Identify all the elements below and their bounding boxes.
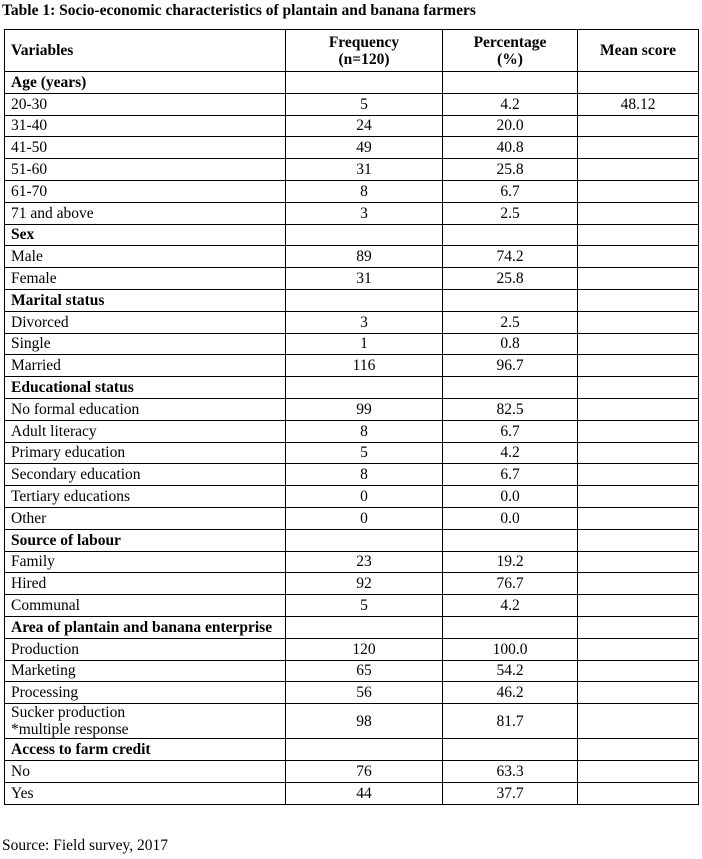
column-header-percentage <box>443 30 578 72</box>
variable-label: 71 and above <box>5 202 286 224</box>
percentage-cell: 40.8 <box>443 137 578 159</box>
percentage-cell: 46.2 <box>443 682 578 704</box>
frequency-cell <box>286 289 443 311</box>
mean-score-cell <box>578 72 699 94</box>
variable-label: No formal education <box>5 398 286 420</box>
table-row <box>5 442 699 464</box>
column-header-frequency <box>286 30 443 72</box>
variable-label: Adult literacy <box>5 420 286 442</box>
mean-score-cell <box>578 224 699 246</box>
percentage-cell <box>443 377 578 399</box>
percentage-cell: 19.2 <box>443 551 578 573</box>
frequency-cell: 89 <box>286 246 443 268</box>
column-header-frequency-line1: Frequency <box>328 33 400 51</box>
column-header-frequency-line2: (n=120) <box>338 50 390 68</box>
variable-label: Production <box>5 638 286 660</box>
frequency-cell: 44 <box>286 782 443 804</box>
variable-label: Male <box>5 246 286 268</box>
percentage-cell: 6.7 <box>443 464 578 486</box>
table-row <box>5 704 699 739</box>
section-header-label: Educational status <box>5 377 286 399</box>
percentage-cell: 4.2 <box>443 595 578 617</box>
frequency-cell: 49 <box>286 137 443 159</box>
frequency-cell: 23 <box>286 551 443 573</box>
percentage-cell <box>443 72 578 94</box>
percentage-cell: 82.5 <box>443 398 578 420</box>
variable-label: Secondary education <box>5 464 286 486</box>
table-row <box>5 180 699 202</box>
frequency-cell <box>286 529 443 551</box>
mean-score-cell <box>578 137 699 159</box>
table-row <box>5 464 699 486</box>
table-row <box>5 420 699 442</box>
table-row <box>5 595 699 617</box>
frequency-cell: 8 <box>286 464 443 486</box>
mean-score-cell <box>578 595 699 617</box>
table-row <box>5 660 699 682</box>
variable-label: 41-50 <box>5 137 286 159</box>
column-header-mean-score: Mean score <box>578 30 699 72</box>
variable-label: Tertiary educations <box>5 486 286 508</box>
frequency-cell <box>286 616 443 638</box>
variable-label: Other <box>5 507 286 529</box>
percentage-cell: 25.8 <box>443 268 578 290</box>
table-row <box>5 398 699 420</box>
percentage-cell <box>443 739 578 761</box>
table-row <box>5 202 699 224</box>
percentage-cell <box>443 224 578 246</box>
frequency-cell: 92 <box>286 573 443 595</box>
frequency-cell: 31 <box>286 268 443 290</box>
variable-label: Single <box>5 333 286 355</box>
table-row <box>5 159 699 181</box>
table-row <box>5 355 699 377</box>
mean-score-cell <box>578 486 699 508</box>
frequency-cell: 8 <box>286 420 443 442</box>
frequency-cell: 56 <box>286 682 443 704</box>
mean-score-cell <box>578 420 699 442</box>
frequency-cell: 8 <box>286 180 443 202</box>
percentage-cell: 2.5 <box>443 202 578 224</box>
table-row <box>5 333 699 355</box>
percentage-cell: 4.2 <box>443 442 578 464</box>
mean-score-cell <box>578 398 699 420</box>
mean-score-cell <box>578 464 699 486</box>
mean-score-cell <box>578 551 699 573</box>
percentage-cell: 6.7 <box>443 180 578 202</box>
frequency-cell: 1 <box>286 333 443 355</box>
mean-score-cell <box>578 202 699 224</box>
table-row <box>5 782 699 804</box>
mean-score-cell <box>578 311 699 333</box>
percentage-cell: 96.7 <box>443 355 578 377</box>
percentage-cell: 100.0 <box>443 638 578 660</box>
percentage-cell: 63.3 <box>443 760 578 782</box>
percentage-cell: 0.0 <box>443 507 578 529</box>
mean-score-cell <box>578 660 699 682</box>
column-header-percentage-line2: (%) <box>497 50 523 68</box>
mean-score-cell <box>578 289 699 311</box>
variable-label: 20-30 <box>5 93 286 115</box>
variable-label: 51-60 <box>5 159 286 181</box>
variable-label-line1: Sucker production <box>11 704 126 722</box>
variable-label: Hired <box>5 573 286 595</box>
mean-score-cell <box>578 268 699 290</box>
frequency-cell: 3 <box>286 311 443 333</box>
variable-label: Divorced <box>5 311 286 333</box>
mean-score-cell <box>578 355 699 377</box>
variable-label: Marketing <box>5 660 286 682</box>
percentage-cell <box>443 529 578 551</box>
frequency-cell: 0 <box>286 507 443 529</box>
table-row <box>5 268 699 290</box>
frequency-cell: 76 <box>286 760 443 782</box>
mean-score-cell <box>578 782 699 804</box>
header-row <box>5 30 699 72</box>
table-row <box>5 551 699 573</box>
section-header-row <box>5 739 699 761</box>
frequency-cell: 5 <box>286 93 443 115</box>
section-header-row <box>5 529 699 551</box>
percentage-cell: 76.7 <box>443 573 578 595</box>
percentage-cell: 37.7 <box>443 782 578 804</box>
table-row <box>5 507 699 529</box>
mean-score-cell <box>578 638 699 660</box>
frequency-cell: 3 <box>286 202 443 224</box>
frequency-cell: 0 <box>286 486 443 508</box>
table-row <box>5 638 699 660</box>
table-row <box>5 760 699 782</box>
percentage-cell: 54.2 <box>443 660 578 682</box>
mean-score-cell <box>578 115 699 137</box>
table-row <box>5 682 699 704</box>
mean-score-cell <box>578 616 699 638</box>
mean-score-cell <box>578 739 699 761</box>
percentage-cell: 25.8 <box>443 159 578 181</box>
mean-score-cell: 48.12 <box>578 93 699 115</box>
variable-label: Married <box>5 355 286 377</box>
mean-score-cell <box>578 442 699 464</box>
mean-score-cell <box>578 760 699 782</box>
frequency-cell: 31 <box>286 159 443 181</box>
variable-label: Processing <box>5 682 286 704</box>
mean-score-cell <box>578 246 699 268</box>
percentage-cell: 4.2 <box>443 93 578 115</box>
section-header-row <box>5 616 699 638</box>
frequency-cell: 116 <box>286 355 443 377</box>
column-header-variables: Variables <box>5 30 286 72</box>
percentage-cell: 20.0 <box>443 115 578 137</box>
variable-label: Female <box>5 268 286 290</box>
table-caption: Table 1: Socio-economic characteristics of plantain and banana farmers <box>2 2 476 19</box>
mean-score-cell <box>578 159 699 181</box>
section-header-label: Source of labour <box>5 529 286 551</box>
section-header-label: Age (years) <box>5 72 286 94</box>
percentage-cell: 74.2 <box>443 246 578 268</box>
table-row <box>5 573 699 595</box>
variable-label-line2: *multiple response <box>11 721 129 739</box>
frequency-cell: 5 <box>286 595 443 617</box>
table-body <box>5 72 699 805</box>
variable-label: 61-70 <box>5 180 286 202</box>
mean-score-cell <box>578 704 699 739</box>
frequency-cell: 98 <box>286 704 443 739</box>
percentage-cell <box>443 289 578 311</box>
table-row <box>5 486 699 508</box>
mean-score-cell <box>578 529 699 551</box>
variable-label <box>5 704 286 739</box>
table-row <box>5 137 699 159</box>
frequency-cell: 99 <box>286 398 443 420</box>
frequency-cell: 24 <box>286 115 443 137</box>
section-header-row <box>5 224 699 246</box>
percentage-cell: 6.7 <box>443 420 578 442</box>
percentage-cell: 81.7 <box>443 704 578 739</box>
section-header-row <box>5 72 699 94</box>
section-header-row <box>5 377 699 399</box>
column-header-percentage-line1: Percentage <box>473 33 547 51</box>
socio-economic-table <box>4 29 699 805</box>
table-row <box>5 93 699 115</box>
frequency-cell <box>286 739 443 761</box>
frequency-cell: 65 <box>286 660 443 682</box>
source-note: Source: Field survey, 2017 <box>2 837 169 854</box>
mean-score-cell <box>578 180 699 202</box>
section-header-label: Marital status <box>5 289 286 311</box>
section-header-label: Access to farm credit <box>5 739 286 761</box>
mean-score-cell <box>578 377 699 399</box>
frequency-cell: 120 <box>286 638 443 660</box>
variable-label: 31-40 <box>5 115 286 137</box>
mean-score-cell <box>578 333 699 355</box>
percentage-cell: 0.8 <box>443 333 578 355</box>
section-header-label: Sex <box>5 224 286 246</box>
mean-score-cell <box>578 573 699 595</box>
frequency-cell: 5 <box>286 442 443 464</box>
percentage-cell: 0.0 <box>443 486 578 508</box>
section-header-row <box>5 289 699 311</box>
variable-label: Family <box>5 551 286 573</box>
table-row <box>5 115 699 137</box>
variable-label: Primary education <box>5 442 286 464</box>
variable-label: No <box>5 760 286 782</box>
variable-label: Communal <box>5 595 286 617</box>
frequency-cell <box>286 72 443 94</box>
table-row <box>5 246 699 268</box>
section-header-label: Area of plantain and banana enterprise <box>5 616 286 638</box>
mean-score-cell <box>578 507 699 529</box>
table-row <box>5 311 699 333</box>
frequency-cell <box>286 224 443 246</box>
variable-label: Yes <box>5 782 286 804</box>
percentage-cell <box>443 616 578 638</box>
frequency-cell <box>286 377 443 399</box>
mean-score-cell <box>578 682 699 704</box>
percentage-cell: 2.5 <box>443 311 578 333</box>
